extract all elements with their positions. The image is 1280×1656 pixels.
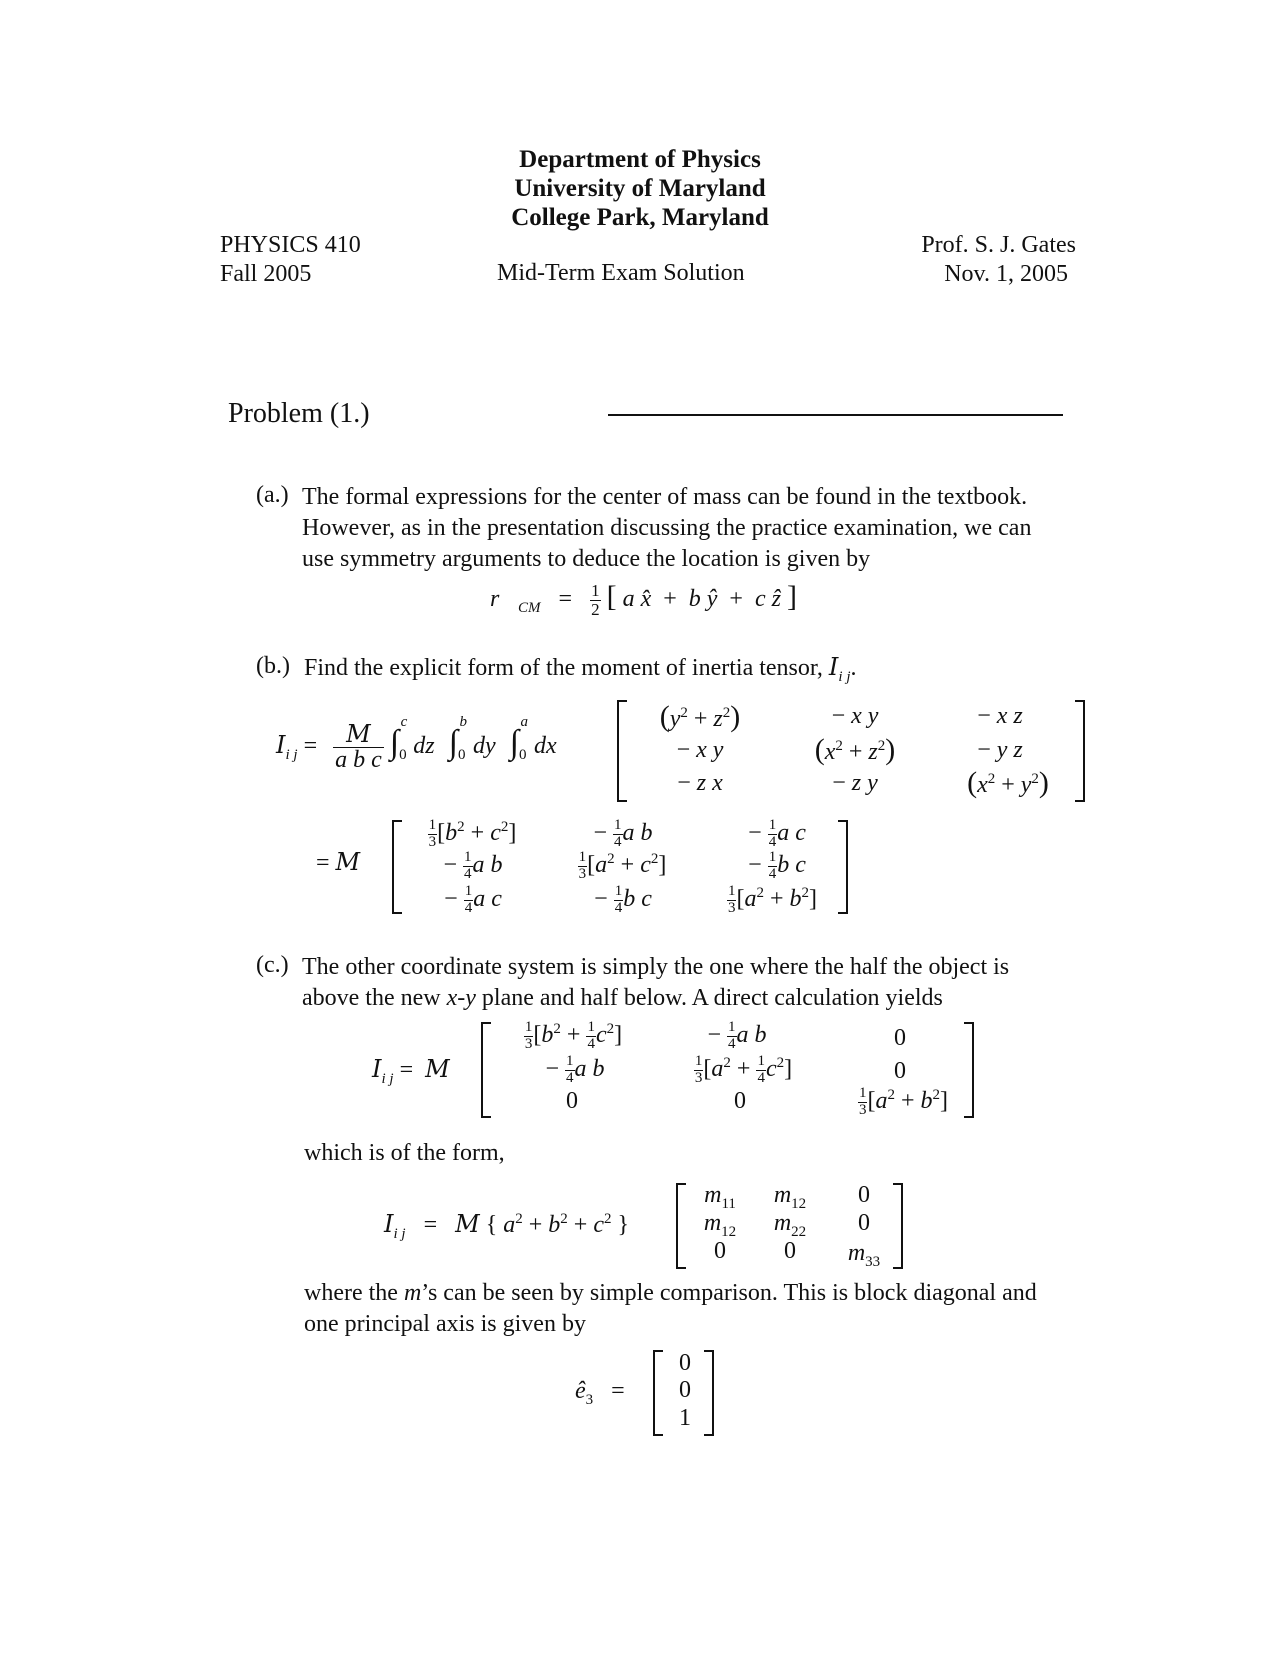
- m3-23: 0: [894, 1058, 906, 1084]
- matrix1-right-bracket: [1075, 700, 1085, 802]
- m4-21: $m_{12}$: [703, 1210, 737, 1240]
- course-number: PHYSICS 410: [220, 232, 361, 258]
- part-b-text: Find the explicit form of the moment of inertia tensor, $I_{i j}$.: [304, 653, 857, 685]
- m1-11: $(y^2 + z^2)$: [659, 700, 741, 733]
- m4-33: $m_{33}$: [847, 1240, 881, 1270]
- e3-3: 1: [679, 1405, 691, 1431]
- matrix2-left-bracket: [392, 820, 402, 914]
- m4-13: 0: [858, 1182, 870, 1208]
- m2-33: $\frac{1}{3}$ $[a^2 + b^2]$: [727, 883, 818, 916]
- part-c-label: (c.): [256, 952, 289, 978]
- m1-33: $(x^2 + y^2)$: [967, 766, 1049, 799]
- form-text: which is of the form,: [304, 1140, 505, 1166]
- m4-32: 0: [784, 1238, 796, 1264]
- m3-21: − $\frac{1}{4}$ a b: [545, 1053, 605, 1086]
- m4-31: 0: [714, 1238, 726, 1264]
- vector-right-bracket: [704, 1350, 714, 1436]
- matrix3-left-bracket: [481, 1022, 491, 1118]
- m4-23: 0: [858, 1210, 870, 1236]
- term: Fall 2005: [220, 261, 312, 287]
- matrix4-right-bracket: [893, 1183, 903, 1269]
- principal-axis-equation: $ê_3$ =: [575, 1378, 625, 1408]
- e3-2: 0: [679, 1377, 691, 1403]
- m1-32: − z y: [832, 770, 878, 796]
- vector-left-bracket: [653, 1350, 663, 1436]
- m3-12: − $\frac{1}{4}$ a b: [707, 1019, 767, 1052]
- m3-31: 0: [566, 1088, 578, 1114]
- exam-title: Mid-Term Exam Solution: [497, 260, 745, 286]
- university: University of Maryland: [514, 175, 766, 202]
- m3-13: 0: [894, 1025, 906, 1051]
- inertia-new-coords: $I_{i j} = M$: [372, 1055, 450, 1087]
- center-of-mass-equation: $r⃗_{CM}$ = $\frac{1}{2}$ [ a x̂ + b ŷ + c ẑ ]: [490, 580, 797, 619]
- m3-32: 0: [734, 1088, 746, 1114]
- part-a-label: (a.): [256, 482, 289, 508]
- m1-13: − x z: [977, 703, 1023, 729]
- m2-13: − $\frac{1}{4}$ a c: [748, 817, 806, 850]
- m3-11: $\frac{1}{3}$ [$b^2$ + $\frac{1}{4}$ $c^2$]: [524, 1019, 623, 1052]
- m1-31: − z x: [677, 770, 723, 796]
- e3-1: 0: [679, 1350, 691, 1376]
- matrix4-left-bracket: [676, 1183, 686, 1269]
- exam-date: Nov. 1, 2005: [944, 261, 1068, 287]
- m2-31: − $\frac{1}{4}$ a c: [444, 883, 502, 916]
- m3-33: $\frac{1}{3}$ $[a^2 + b^2]$: [858, 1085, 949, 1118]
- m4-12: $m_{12}$: [773, 1182, 807, 1212]
- m2-21: − $\frac{1}{4}$ a b: [443, 849, 503, 882]
- m3-22: $\frac{1}{3}$ [$a^2$ + $\frac{1}{4}$ $c^2$]: [694, 1053, 793, 1086]
- professor: Prof. S. J. Gates: [921, 232, 1076, 258]
- m2-23: − $\frac{1}{4}$ b c: [748, 849, 806, 882]
- heading-rule: [608, 414, 1063, 416]
- m2-32: − $\frac{1}{4}$ b c: [594, 883, 652, 916]
- m4-22: $m_{22}$: [773, 1210, 807, 1240]
- header-left: [220, 231, 361, 289]
- city: College Park, Maryland: [511, 204, 769, 231]
- equals-M: = M: [316, 848, 361, 876]
- inertia-integral: $I_{i j}$ = $\frac{M}{\text{a b c}}$ $\int_0^cdz$ $\int_0^bdy$ $\int_0^adx$: [276, 714, 557, 774]
- m2-12: − $\frac{1}{4}$ a b: [593, 817, 653, 850]
- comparison-text: where the m’s can be seen by simple comparison. This is block diagonal and one principal axis is given by: [304, 1280, 1037, 1337]
- part-c-text: The other coordinate system is simply the one where the half the object is above the new x-y plane and half below. A direct calculation yields: [302, 954, 1010, 1011]
- matrix1-left-bracket: [617, 700, 627, 802]
- department: Department of Physics: [519, 146, 761, 173]
- part-a-text: The formal expressions for the center of mass can be found in the textbook. However, as in the presentation discussing the practice examination, we can use symmetry arguments to deduce the location is given by: [302, 484, 1032, 572]
- m2-22: $\frac{1}{3}$ $[a^2 + c^2]$: [578, 849, 667, 882]
- m1-22: $(x^2 + z^2)$: [814, 733, 896, 766]
- problem-heading: Problem (1.): [228, 398, 370, 429]
- m4-11: $m_{11}$: [704, 1182, 736, 1212]
- m1-12: − x y: [831, 703, 879, 729]
- m2-11: $\frac{1}{3}$ $[b^2 + c^2]$: [428, 817, 517, 850]
- block-form-equation: $I_{i j} = M$ { $a^2 + b^2 + c^2$ }: [384, 1210, 630, 1242]
- header-right: [921, 231, 1076, 289]
- matrix2-right-bracket: [838, 820, 848, 914]
- part-b-label: (b.): [256, 653, 290, 679]
- m1-23: − y z: [977, 737, 1023, 763]
- m1-21: − x y: [676, 737, 724, 763]
- header-institution: [470, 145, 810, 232]
